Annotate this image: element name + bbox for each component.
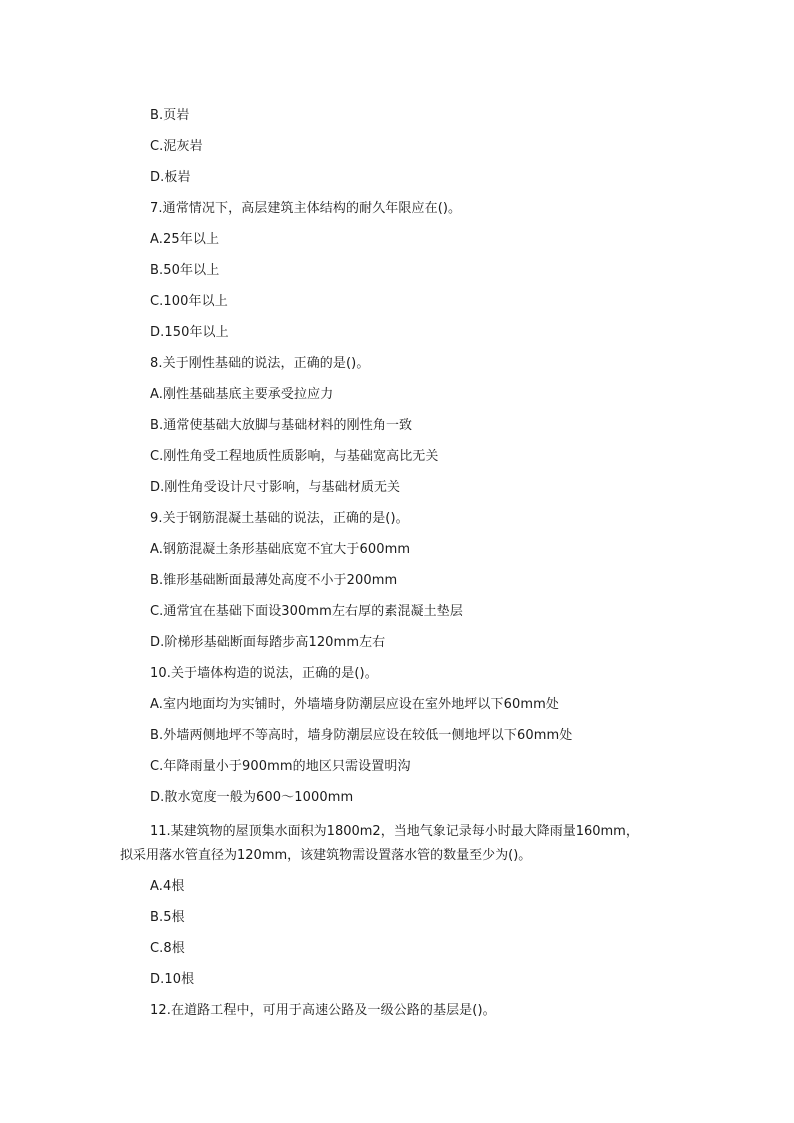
option-a-q11: A.4根 — [150, 879, 185, 894]
option-c-q11: C.8根 — [150, 941, 185, 956]
question-7: 7.通常情况下，高层建筑主体结构的耐久年限应在()。 — [150, 201, 462, 216]
document-body — [120, 100, 670, 1026]
option-d-q8: D.刚性角受设计尺寸影响，与基础材质无关 — [150, 480, 401, 495]
option-c-q10: C.年降雨量小于900mm的地区只需设置明沟 — [150, 759, 411, 774]
option-b-q6: B.页岩 — [150, 108, 190, 123]
option-a-q9: A.钢筋混凝土条形基础底宽不宜大于600mm — [150, 542, 411, 557]
question-10: 10.关于墙体构造的说法，正确的是()。 — [150, 666, 378, 681]
option-d-q7: D.150年以上 — [150, 325, 229, 340]
option-b-q10: B.外墙两侧地坪不等高时，墙身防潮层应设在较低一侧地坪以下60mm处 — [150, 728, 573, 743]
option-c-q6: C.泥灰岩 — [150, 139, 203, 154]
option-b-q7: B.50年以上 — [150, 263, 220, 278]
option-d-q9: D.阶梯形基础断面每踏步高120mm左右 — [150, 635, 386, 650]
option-c-q9: C.通常宜在基础下面设300mm左右厚的素混凝土垫层 — [150, 604, 463, 619]
option-b-q9: B.锥形基础断面最薄处高度不小于200mm — [150, 573, 398, 588]
option-a-q8: A.刚性基础基底主要承受拉应力 — [150, 387, 334, 402]
question-12: 12.在道路工程中，可用于高速公路及一级公路的基层是()。 — [150, 1003, 496, 1018]
option-c-q7: C.100年以上 — [150, 294, 228, 309]
option-d-q11: D.10根 — [150, 972, 195, 987]
option-b-q11: B.5根 — [150, 910, 185, 925]
question-8: 8.关于刚性基础的说法，正确的是()。 — [150, 356, 370, 371]
question-9: 9.关于钢筋混凝土基础的说法，正确的是()。 — [150, 511, 409, 526]
option-d-q10: D.散水宽度一般为600～1000mm — [150, 790, 354, 805]
option-c-q8: C.刚性角受工程地质性质影响，与基础宽高比无关 — [150, 449, 439, 464]
option-a-q7: A.25年以上 — [150, 232, 220, 247]
option-b-q8: B.通常使基础大放脚与基础材料的刚性角一致 — [150, 418, 413, 433]
question-11: 11.某建筑物的屋顶集水面积为1800m2，当地气象记录每小时最大降雨量160mm，拟采用落水管直径为120mm，该建筑物需设置落水管的数量至少为()。 — [120, 824, 639, 863]
option-a-q10: A.室内地面均为实铺时，外墙墙身防潮层应设在室外地坪以下60mm处 — [150, 697, 559, 712]
option-d-q6: D.板岩 — [150, 170, 191, 185]
